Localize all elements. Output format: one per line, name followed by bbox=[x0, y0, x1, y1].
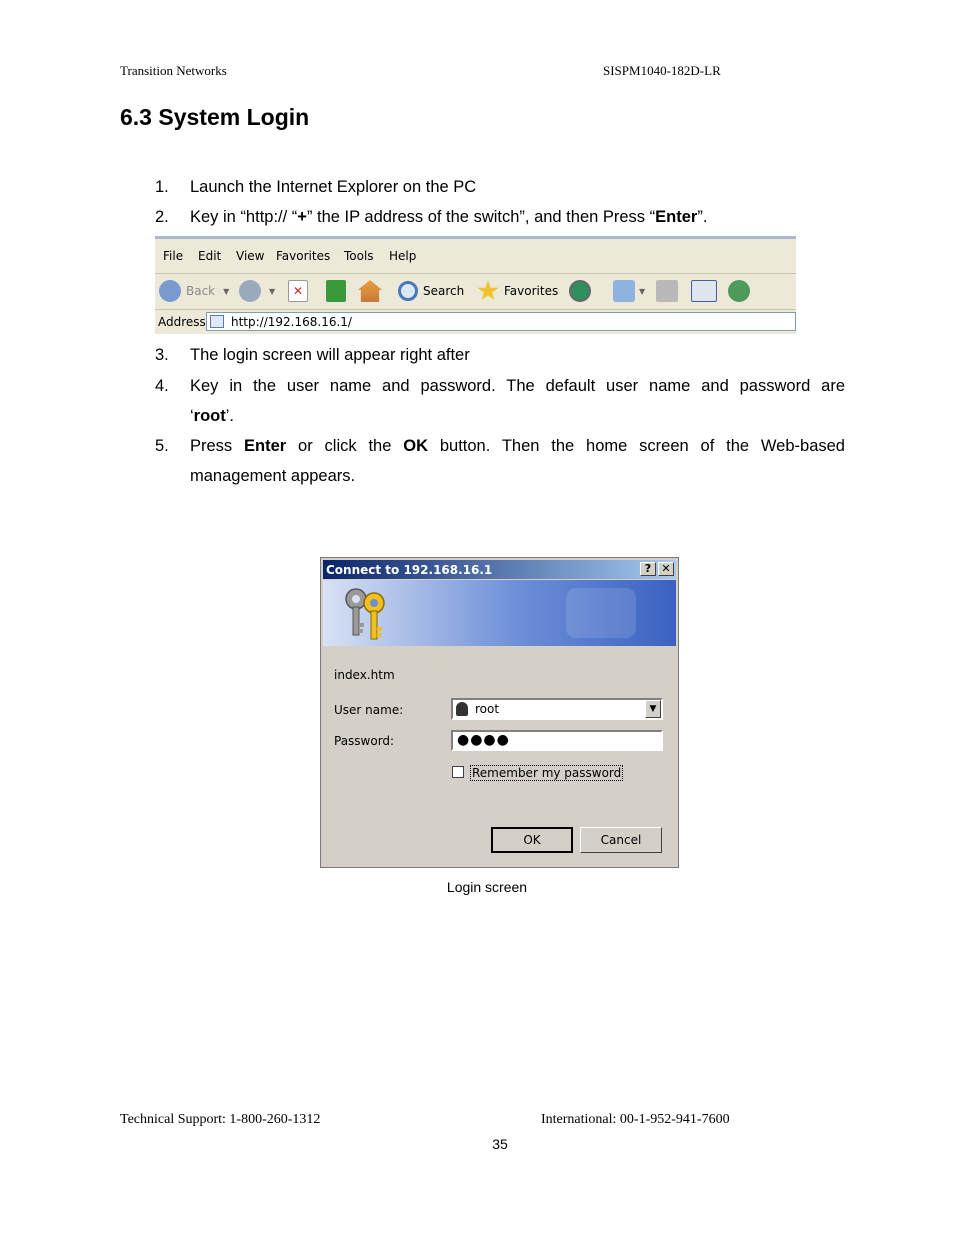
menu-file[interactable]: File bbox=[163, 249, 184, 263]
toolbar bbox=[155, 274, 796, 310]
username-label: User name: bbox=[334, 703, 404, 717]
watermark-icon bbox=[566, 588, 636, 638]
step-number: 5. bbox=[155, 437, 169, 455]
forward-button[interactable] bbox=[239, 279, 275, 303]
dialog-banner bbox=[323, 580, 676, 646]
password-field[interactable] bbox=[451, 730, 663, 751]
dialog-title-bar bbox=[323, 560, 676, 579]
header-model: SISPM1040-182D-LR bbox=[603, 63, 721, 78]
search-icon bbox=[398, 281, 418, 301]
section-number: 6.3 bbox=[120, 104, 152, 130]
menu-bar bbox=[155, 239, 796, 274]
password-value: ●●●● bbox=[457, 732, 510, 748]
history-icon bbox=[569, 280, 591, 302]
step-number: 3. bbox=[155, 346, 169, 364]
menu-favorites[interactable]: Favorites bbox=[276, 249, 331, 263]
search-button[interactable]: Search bbox=[398, 279, 464, 303]
address-url: http://192.168.16.1/ bbox=[231, 315, 352, 329]
refresh-button[interactable] bbox=[326, 279, 346, 303]
ok-button[interactable]: OK bbox=[491, 827, 573, 853]
step-text: Launch the Internet Explorer on the PC bbox=[190, 178, 477, 196]
mail-icon bbox=[613, 280, 635, 302]
mail-button[interactable] bbox=[613, 279, 645, 303]
step-text: The login screen will appear right after bbox=[190, 346, 470, 364]
cancel-button[interactable]: Cancel bbox=[580, 827, 662, 853]
page-number: 35 bbox=[492, 1136, 508, 1152]
realm-text: index.htm bbox=[334, 668, 395, 682]
section-title-text: System Login bbox=[158, 104, 310, 130]
print-button[interactable] bbox=[656, 279, 678, 303]
address-label: Address bbox=[158, 315, 206, 329]
back-button[interactable]: Back ▼ bbox=[159, 279, 229, 303]
step-5 bbox=[155, 431, 845, 491]
remember-checkbox[interactable] bbox=[452, 766, 464, 778]
step-4 bbox=[155, 371, 845, 431]
menu-edit[interactable]: Edit bbox=[198, 249, 222, 263]
edit-icon bbox=[691, 280, 717, 302]
step-number: 2. bbox=[155, 208, 169, 226]
messenger-button[interactable] bbox=[728, 279, 750, 303]
footer-support: Technical Support: 1-800-260-1312 bbox=[120, 1112, 321, 1127]
browser-toolbar-screenshot bbox=[155, 236, 796, 334]
history-button[interactable] bbox=[569, 279, 591, 303]
home-button[interactable] bbox=[358, 279, 382, 303]
refresh-icon bbox=[326, 280, 346, 302]
step-3 bbox=[155, 340, 845, 370]
stop-icon: ✕ bbox=[288, 280, 308, 302]
footer-international: International: 00-1-952-941-7600 bbox=[541, 1112, 730, 1127]
dialog-title: Connect to 192.168.16.1 bbox=[326, 563, 493, 577]
stop-button[interactable] bbox=[288, 279, 308, 303]
favorites-button[interactable]: Favorites bbox=[477, 279, 558, 303]
section-title bbox=[120, 104, 309, 131]
help-button[interactable]: ? bbox=[640, 562, 656, 576]
username-combobox[interactable] bbox=[451, 698, 663, 720]
remember-label[interactable]: Remember my password bbox=[472, 766, 622, 780]
menu-tools[interactable]: Tools bbox=[344, 249, 374, 263]
user-icon bbox=[456, 702, 468, 716]
step-2 bbox=[155, 202, 845, 232]
password-label: Password: bbox=[334, 734, 395, 748]
step-text: Key in the user name and password. The default user name and password are ‘root’. bbox=[190, 377, 845, 425]
menu-help[interactable]: Help bbox=[389, 249, 417, 263]
home-icon bbox=[358, 280, 382, 302]
close-button[interactable]: ✕ bbox=[658, 562, 674, 576]
step-text: Key in “http:// “+” the IP address of the switch”, and then Press “Enter”. bbox=[190, 208, 708, 226]
forward-arrow-icon bbox=[239, 280, 261, 302]
chevron-down-icon: ▼ bbox=[223, 286, 230, 296]
back-arrow-icon bbox=[159, 280, 181, 302]
figure-caption: Login screen bbox=[446, 879, 528, 895]
messenger-icon bbox=[728, 280, 750, 302]
step-number: 1. bbox=[155, 178, 169, 196]
step-text: Press Enter or click the OK button. Then the home screen of the Web-based management appears. bbox=[190, 437, 845, 485]
print-icon bbox=[656, 280, 678, 302]
chevron-down-icon: ▼ bbox=[269, 286, 276, 296]
address-input[interactable] bbox=[206, 312, 796, 331]
chevron-down-icon[interactable]: ▼ bbox=[645, 700, 661, 718]
page-icon bbox=[210, 315, 224, 328]
step-1 bbox=[155, 172, 845, 202]
keys-icon bbox=[340, 585, 395, 645]
chevron-down-icon: ▼ bbox=[639, 286, 646, 296]
step-number: 4. bbox=[155, 377, 169, 395]
address-bar bbox=[155, 310, 796, 334]
username-value: root bbox=[475, 702, 500, 716]
edit-button[interactable] bbox=[691, 279, 717, 303]
favorites-star-icon bbox=[477, 280, 499, 302]
login-dialog bbox=[320, 557, 679, 868]
menu-view[interactable]: View bbox=[236, 249, 265, 263]
header-company: Transition Networks bbox=[120, 63, 227, 78]
